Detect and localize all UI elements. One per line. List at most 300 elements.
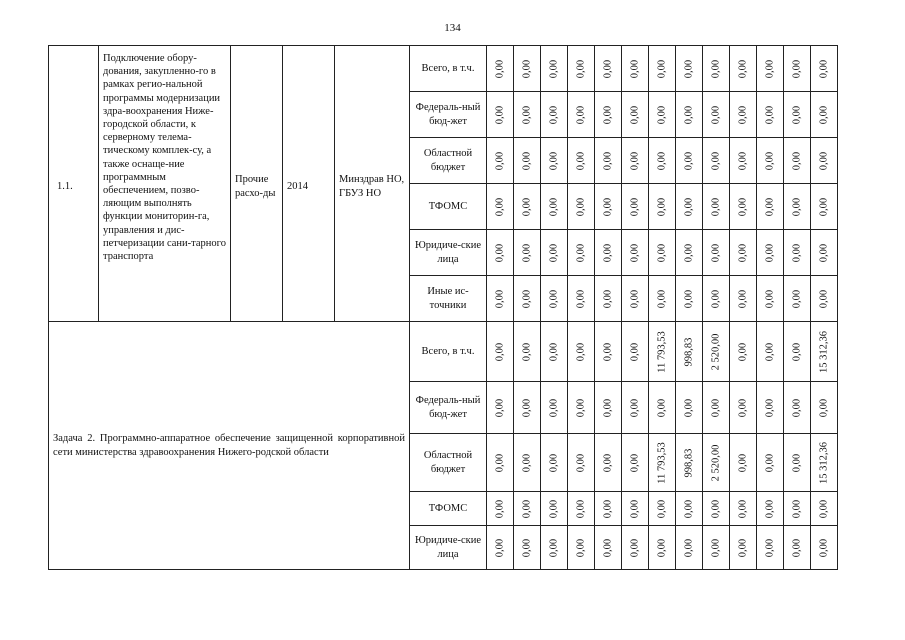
value-cell	[514, 184, 541, 230]
value-cell	[703, 322, 730, 382]
value-cell	[811, 230, 838, 276]
value-cell	[703, 276, 730, 322]
value-cell	[811, 92, 838, 138]
value-text: 0,00	[548, 151, 560, 170]
value-text: 0,00	[656, 538, 668, 557]
value-cell	[757, 184, 784, 230]
value-cell	[703, 184, 730, 230]
value-cell	[784, 184, 811, 230]
value-text: 0,00	[575, 342, 587, 361]
value-text: 0,00	[791, 243, 803, 262]
value-text: 0,00	[629, 197, 641, 216]
value-cell	[757, 138, 784, 184]
value-cell	[541, 382, 568, 434]
value-cell	[784, 526, 811, 570]
value-cell	[568, 138, 595, 184]
value-cell	[649, 322, 676, 382]
value-cell	[649, 492, 676, 526]
value-cell	[811, 322, 838, 382]
value-cell	[487, 322, 514, 382]
value-cell	[784, 434, 811, 492]
value-text: 0,00	[575, 151, 587, 170]
value-cell	[649, 230, 676, 276]
value-cell	[730, 184, 757, 230]
value-cell	[649, 526, 676, 570]
value-text: 0,00	[656, 289, 668, 308]
value-cell	[622, 184, 649, 230]
value-text: 0,00	[818, 289, 830, 308]
value-cell	[487, 138, 514, 184]
value-cell	[784, 46, 811, 92]
value-text: 0,00	[521, 197, 533, 216]
value-cell	[703, 526, 730, 570]
value-text: 0,00	[494, 538, 506, 557]
value-text: 0,00	[494, 59, 506, 78]
value-text: 0,00	[737, 105, 749, 124]
value-text: 0,00	[548, 59, 560, 78]
value-cell	[676, 322, 703, 382]
value-text: 0,00	[764, 538, 776, 557]
value-cell	[649, 184, 676, 230]
value-cell	[811, 184, 838, 230]
value-text: 0,00	[629, 59, 641, 78]
value-cell	[622, 434, 649, 492]
value-cell	[649, 138, 676, 184]
value-cell	[595, 92, 622, 138]
value-text: 0,00	[494, 243, 506, 262]
value-cell	[487, 92, 514, 138]
value-text: 0,00	[818, 151, 830, 170]
value-text: 0,00	[818, 197, 830, 216]
budget-table	[48, 45, 838, 570]
value-cell	[811, 434, 838, 492]
value-text: 0,00	[737, 243, 749, 262]
value-cell	[487, 276, 514, 322]
value-cell	[622, 526, 649, 570]
value-text: 0,00	[791, 453, 803, 472]
value-text: 0,00	[683, 289, 695, 308]
value-text: 0,00	[602, 398, 614, 417]
value-text: 0,00	[602, 342, 614, 361]
value-text: 0,00	[764, 151, 776, 170]
value-cell	[676, 434, 703, 492]
value-cell	[595, 434, 622, 492]
funding-source: Областной бюджет	[410, 434, 487, 492]
value-cell	[703, 434, 730, 492]
value-text: 0,00	[602, 151, 614, 170]
value-text: 0,00	[629, 499, 641, 518]
value-text: 0,00	[791, 499, 803, 518]
value-text: 0,00	[818, 538, 830, 557]
value-cell	[730, 138, 757, 184]
value-text: 0,00	[764, 453, 776, 472]
value-cell	[487, 492, 514, 526]
value-text: 0,00	[548, 105, 560, 124]
value-cell	[811, 276, 838, 322]
value-cell	[568, 492, 595, 526]
value-cell	[730, 276, 757, 322]
value-text: 0,00	[656, 105, 668, 124]
value-text: 0,00	[548, 289, 560, 308]
value-text: 0,00	[494, 499, 506, 518]
value-cell	[703, 492, 730, 526]
value-text: 0,00	[494, 105, 506, 124]
value-cell	[649, 434, 676, 492]
value-cell	[595, 526, 622, 570]
value-text: 0,00	[737, 538, 749, 557]
value-text: 0,00	[602, 197, 614, 216]
funding-source: Всего, в т.ч.	[410, 46, 487, 92]
value-cell	[730, 322, 757, 382]
funding-source: Федераль-ный бюд-жет	[410, 382, 487, 434]
value-cell	[514, 492, 541, 526]
value-text: 0,00	[764, 289, 776, 308]
value-text: 0,00	[710, 289, 722, 308]
value-cell	[514, 46, 541, 92]
value-text: 0,00	[494, 453, 506, 472]
value-cell	[568, 230, 595, 276]
value-cell	[703, 230, 730, 276]
value-cell	[676, 230, 703, 276]
value-text: 0,00	[710, 398, 722, 417]
value-text: 0,00	[764, 105, 776, 124]
value-text: 0,00	[575, 59, 587, 78]
value-text: 0,00	[548, 243, 560, 262]
value-text: 0,00	[683, 105, 695, 124]
funding-source: Юридиче-ские лица	[410, 526, 487, 570]
value-text: 0,00	[602, 289, 614, 308]
value-cell	[622, 492, 649, 526]
value-text: 0,00	[575, 105, 587, 124]
value-text: 0,00	[818, 243, 830, 262]
value-cell	[541, 138, 568, 184]
value-cell	[514, 230, 541, 276]
value-text: 0,00	[575, 499, 587, 518]
value-text: 0,00	[818, 499, 830, 518]
value-cell	[568, 92, 595, 138]
value-cell	[784, 230, 811, 276]
value-cell	[514, 434, 541, 492]
value-text: 15 312,36	[818, 441, 830, 484]
value-text: 11 793,53	[656, 330, 668, 373]
value-text: 0,00	[494, 342, 506, 361]
value-cell	[487, 46, 514, 92]
value-cell	[487, 382, 514, 434]
value-cell	[487, 526, 514, 570]
value-text: 0,00	[521, 289, 533, 308]
value-text: 11 793,53	[656, 441, 668, 484]
value-cell	[703, 92, 730, 138]
value-cell	[514, 322, 541, 382]
value-cell	[541, 322, 568, 382]
value-text: 0,00	[656, 197, 668, 216]
value-text: 0,00	[548, 499, 560, 518]
value-text: 0,00	[629, 105, 641, 124]
value-text: 0,00	[602, 453, 614, 472]
value-cell	[595, 492, 622, 526]
value-cell	[811, 382, 838, 434]
value-text: 0,00	[683, 59, 695, 78]
value-text: 0,00	[521, 243, 533, 262]
value-text: 998,83	[683, 337, 695, 366]
value-text: 0,00	[737, 59, 749, 78]
value-cell	[541, 230, 568, 276]
value-cell	[784, 492, 811, 526]
value-text: 0,00	[494, 151, 506, 170]
value-cell	[622, 322, 649, 382]
value-text: 0,00	[575, 197, 587, 216]
value-text: 0,00	[629, 289, 641, 308]
value-cell	[487, 230, 514, 276]
value-cell	[568, 46, 595, 92]
value-text: 0,00	[683, 499, 695, 518]
value-text: 0,00	[683, 538, 695, 557]
value-text: 0,00	[629, 151, 641, 170]
value-cell	[676, 92, 703, 138]
value-text: 0,00	[656, 398, 668, 417]
value-text: 0,00	[710, 59, 722, 78]
value-cell	[757, 276, 784, 322]
value-text: 0,00	[521, 499, 533, 518]
value-cell	[676, 382, 703, 434]
value-text: 0,00	[548, 342, 560, 361]
value-text: 0,00	[737, 342, 749, 361]
item-executor: Минздрав НО, ГБУЗ НО	[335, 46, 410, 322]
value-text: 0,00	[521, 59, 533, 78]
value-cell	[514, 92, 541, 138]
value-cell	[730, 492, 757, 526]
value-text: 0,00	[818, 398, 830, 417]
funding-source: Юридиче-ские лица	[410, 230, 487, 276]
value-text: 0,00	[737, 151, 749, 170]
value-cell	[730, 230, 757, 276]
value-text: 0,00	[575, 289, 587, 308]
value-cell	[595, 138, 622, 184]
value-text: 0,00	[737, 398, 749, 417]
value-cell	[541, 492, 568, 526]
value-cell	[811, 526, 838, 570]
funding-source: Иные ис-точники	[410, 276, 487, 322]
value-cell	[676, 138, 703, 184]
value-cell	[568, 276, 595, 322]
value-text: 0,00	[629, 398, 641, 417]
value-text: 0,00	[710, 197, 722, 216]
value-text: 0,00	[629, 342, 641, 361]
value-text: 0,00	[791, 151, 803, 170]
value-text: 0,00	[656, 243, 668, 262]
value-cell	[595, 322, 622, 382]
value-cell	[541, 276, 568, 322]
value-cell	[487, 184, 514, 230]
page-number: 134	[444, 22, 461, 34]
value-text: 0,00	[656, 499, 668, 518]
value-text: 0,00	[764, 398, 776, 417]
value-text: 0,00	[710, 499, 722, 518]
value-cell	[676, 276, 703, 322]
value-text: 0,00	[710, 243, 722, 262]
value-text: 0,00	[521, 538, 533, 557]
value-text: 2 520,00	[710, 444, 722, 481]
value-text: 0,00	[764, 499, 776, 518]
value-cell	[514, 138, 541, 184]
value-text: 0,00	[494, 289, 506, 308]
value-text: 0,00	[710, 538, 722, 557]
value-cell	[568, 184, 595, 230]
item-description: Подключение обору-дования, закупленно-го в рамках регио-нальной программы модернизации здра-воохранения Ниже-городской области, к серверному телема-тическому комплек-су, а также оснаще-ние программным обеспечением, позво-ляющим выполнять функции мониторин-га, управления и дис-петчеризации сани-тарного транспорта	[99, 46, 231, 322]
value-text: 0,00	[791, 289, 803, 308]
value-text: 0,00	[683, 398, 695, 417]
value-text: 0,00	[791, 398, 803, 417]
value-cell	[568, 382, 595, 434]
value-text: 0,00	[548, 197, 560, 216]
value-text: 0,00	[521, 398, 533, 417]
value-cell	[595, 46, 622, 92]
value-cell	[676, 492, 703, 526]
value-cell	[757, 492, 784, 526]
value-cell	[622, 276, 649, 322]
value-cell	[649, 92, 676, 138]
value-cell	[541, 46, 568, 92]
value-cell	[730, 92, 757, 138]
value-cell	[487, 434, 514, 492]
value-cell	[757, 92, 784, 138]
value-text: 0,00	[764, 197, 776, 216]
value-text: 0,00	[791, 59, 803, 78]
value-text: 0,00	[737, 289, 749, 308]
value-text: 0,00	[683, 151, 695, 170]
value-cell	[730, 46, 757, 92]
value-text: 0,00	[521, 453, 533, 472]
value-text: 0,00	[818, 105, 830, 124]
value-text: 2 520,00	[710, 333, 722, 370]
value-text: 0,00	[791, 538, 803, 557]
value-text: 0,00	[791, 197, 803, 216]
value-cell	[622, 230, 649, 276]
value-text: 0,00	[791, 342, 803, 361]
value-text: 0,00	[602, 59, 614, 78]
value-cell	[757, 434, 784, 492]
value-cell	[622, 382, 649, 434]
funding-source: ТФОМС	[410, 492, 487, 526]
value-cell	[757, 230, 784, 276]
value-text: 0,00	[818, 59, 830, 78]
value-text: 0,00	[737, 499, 749, 518]
value-text: 998,83	[683, 448, 695, 477]
value-text: 0,00	[521, 105, 533, 124]
value-cell	[811, 138, 838, 184]
value-cell	[811, 46, 838, 92]
value-cell	[784, 138, 811, 184]
value-text: 0,00	[548, 453, 560, 472]
value-cell	[595, 276, 622, 322]
value-text: 0,00	[629, 243, 641, 262]
value-cell	[730, 434, 757, 492]
value-cell	[568, 526, 595, 570]
value-cell	[784, 382, 811, 434]
value-text: 0,00	[656, 151, 668, 170]
value-text: 0,00	[494, 197, 506, 216]
value-cell	[541, 184, 568, 230]
value-text: 0,00	[602, 243, 614, 262]
value-text: 0,00	[521, 342, 533, 361]
value-cell	[622, 46, 649, 92]
value-cell	[703, 46, 730, 92]
value-cell	[568, 322, 595, 382]
table-row	[49, 46, 838, 92]
funding-source: Областной бюджет	[410, 138, 487, 184]
value-cell	[676, 46, 703, 92]
value-cell	[703, 382, 730, 434]
value-text: 0,00	[710, 151, 722, 170]
funding-source: Всего, в т.ч.	[410, 322, 487, 382]
value-text: 0,00	[629, 453, 641, 472]
value-cell	[811, 492, 838, 526]
value-text: 0,00	[683, 243, 695, 262]
value-cell	[622, 138, 649, 184]
expense-category: Прочие расхо-ды	[231, 46, 283, 322]
value-cell	[649, 46, 676, 92]
value-text: 0,00	[521, 151, 533, 170]
value-text: 0,00	[629, 538, 641, 557]
table-row	[49, 322, 838, 382]
value-cell	[676, 184, 703, 230]
value-cell	[541, 526, 568, 570]
value-text: 0,00	[656, 59, 668, 78]
value-cell	[703, 138, 730, 184]
funding-source: ТФОМС	[410, 184, 487, 230]
value-cell	[784, 92, 811, 138]
value-text: 0,00	[764, 243, 776, 262]
value-cell	[784, 276, 811, 322]
value-text: 0,00	[575, 243, 587, 262]
value-cell	[757, 322, 784, 382]
value-text: 0,00	[602, 499, 614, 518]
value-text: 0,00	[575, 538, 587, 557]
value-cell	[541, 434, 568, 492]
value-cell	[757, 526, 784, 570]
item-number: 1.1.	[49, 46, 99, 322]
value-text: 0,00	[710, 105, 722, 124]
value-cell	[730, 382, 757, 434]
value-cell	[568, 434, 595, 492]
value-cell	[595, 382, 622, 434]
value-cell	[514, 382, 541, 434]
value-cell	[730, 526, 757, 570]
value-cell	[757, 46, 784, 92]
funding-source: Федераль-ный бюд-жет	[410, 92, 487, 138]
value-text: 0,00	[764, 342, 776, 361]
value-text: 0,00	[764, 59, 776, 78]
budget-table-body	[49, 46, 838, 570]
value-text: 0,00	[791, 105, 803, 124]
value-cell	[514, 276, 541, 322]
value-cell	[541, 92, 568, 138]
value-text: 0,00	[602, 538, 614, 557]
value-text: 0,00	[575, 398, 587, 417]
value-text: 0,00	[575, 453, 587, 472]
value-text: 0,00	[548, 398, 560, 417]
value-cell	[676, 526, 703, 570]
value-cell	[649, 276, 676, 322]
value-text: 0,00	[494, 398, 506, 417]
value-text: 0,00	[683, 197, 695, 216]
value-text: 0,00	[737, 453, 749, 472]
value-text: 15 312,36	[818, 330, 830, 373]
value-cell	[649, 382, 676, 434]
value-cell	[784, 322, 811, 382]
value-text: 0,00	[548, 538, 560, 557]
value-cell	[757, 382, 784, 434]
